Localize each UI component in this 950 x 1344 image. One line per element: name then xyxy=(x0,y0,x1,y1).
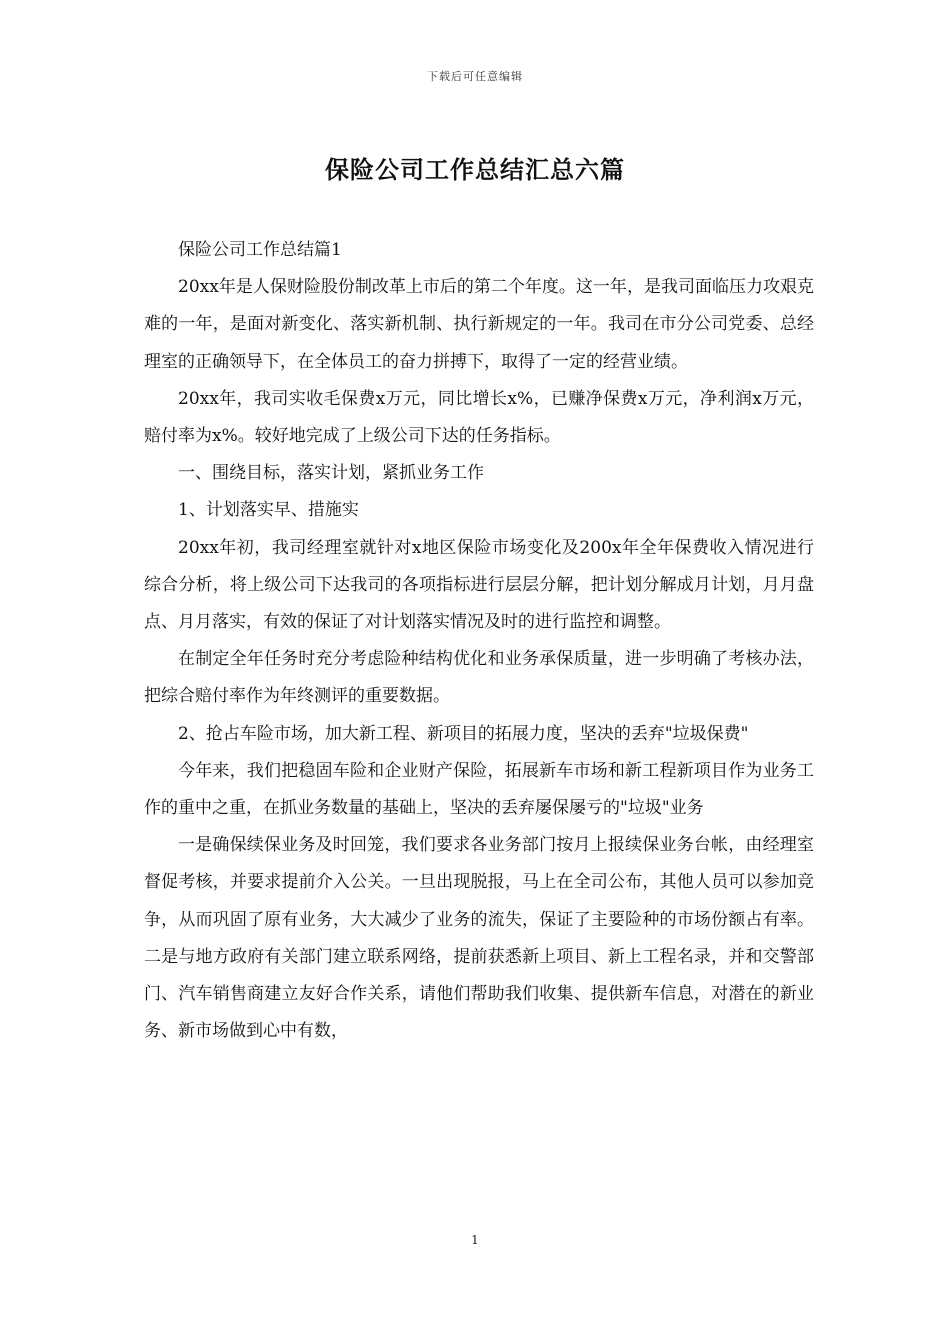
document-title: 保险公司工作总结汇总六篇 xyxy=(325,155,625,184)
page-number: 1 xyxy=(471,1233,479,1247)
header-note: 下载后可任意编辑 xyxy=(427,70,523,83)
paragraph: 今年来，我们把稳固车险和企业财产保险，拓展新车市场和新工程新项目作为业务工作的重中之重，在抓业务数量的基础上，坚决的丢弃屡保屡亏的"垃圾"业务 xyxy=(144,760,814,819)
subheading: 一、围绕目标，落实计划，紧抓业务工作 xyxy=(178,463,484,484)
paragraph: 20xx年是人保财险股份制改革上市后的第二个年度。这一年，是我司面临压力攻艰克难的一年，是面对新变化、落实新机制、执行新规定的一年。我司在市分公司党委、总经理室的正确领导下，在全体员工的奋力拼搏下，取得了一定的经营业绩。 xyxy=(144,277,814,372)
paragraph: 一是确保续保业务及时回笼，我们要求各业务部门按月上报续保业务台帐，由经理室督促考核，并要求提前介入公关。一旦出现脱报，马上在全司公布，其他人员可以参加竞争，从而巩固了原有业务，大大减少了业务的流失，保证了主要险种的市场份额占有率。二是与地方政府有关部门建立联系网络，提前获悉新上项目、新上工程名录，并和交警部门、汽车销售商建立友好合作关系，请他们帮助我们收集、提供新车信息，对潜在的新业务、新市场做到心中有数， xyxy=(144,835,814,1042)
paragraph: 20xx年，我司实收毛保费x万元，同比增长x%，已赚净保费x万元，净利润x万元，赔付率为x%。较好地完成了上级公司下达的任务指标。 xyxy=(144,388,814,447)
document-body xyxy=(144,232,814,1050)
section-heading: 保险公司工作总结篇1 xyxy=(178,240,342,260)
subheading: 1、计划落实早、措施实 xyxy=(178,500,359,521)
paragraph: 20xx年初，我司经理室就针对x地区保险市场变化及200x年全年保费收入情况进行综合分析，将上级公司下达我司的各项指标进行层层分解，把计划分解成月计划，月月盘点、月月落实，有效的保证了对计划落实情况及时的进行监控和调整。 xyxy=(144,537,814,633)
paragraph: 在制定全年任务时充分考虑险种结构优化和业务承保质量，进一步明确了考核办法，把综合赔付率作为年终测评的重要数据。 xyxy=(144,649,814,707)
subheading: 2、抢占车险市场，加大新工程、新项目的拓展力度，坚决的丢弃"垃圾保费" xyxy=(178,723,749,744)
